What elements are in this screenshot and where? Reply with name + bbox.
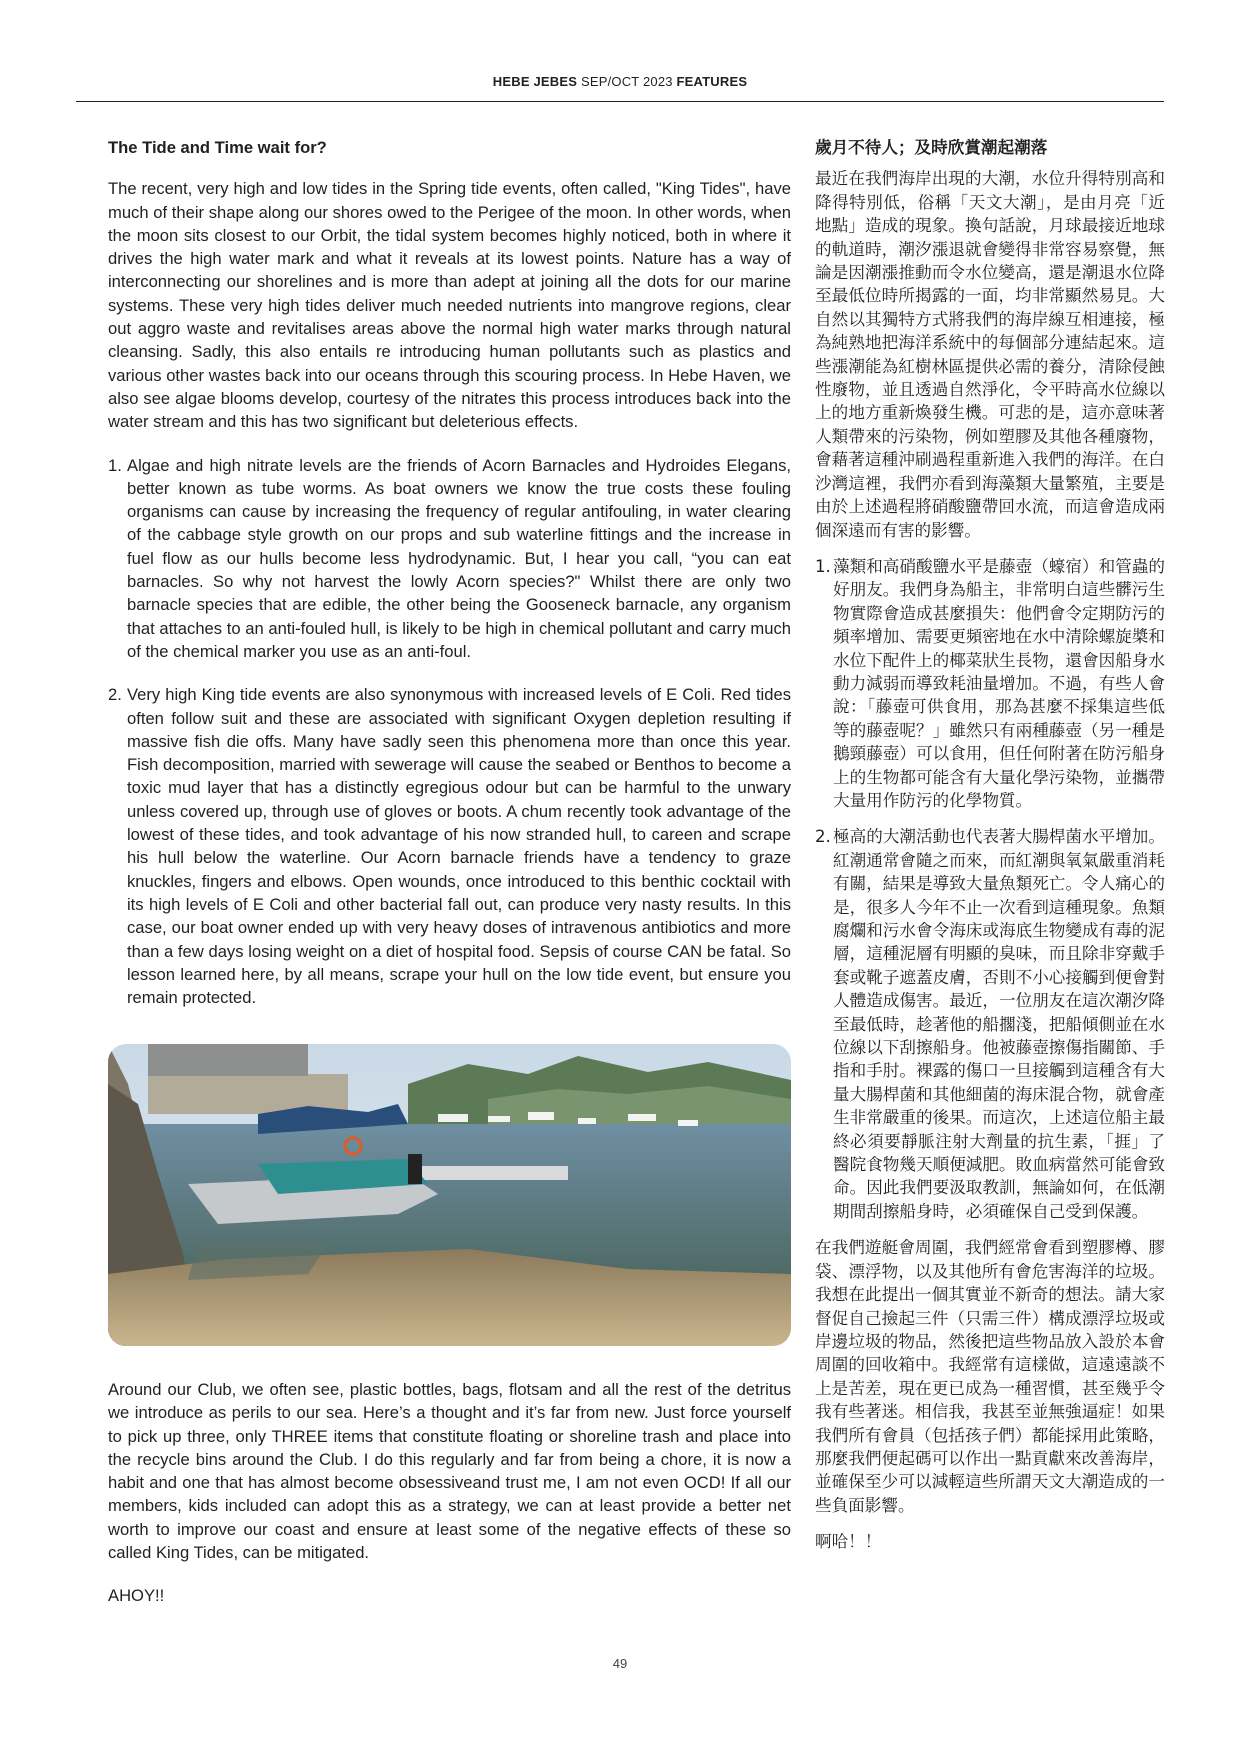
chinese-column — [815, 136, 1165, 1554]
article-title-en: The Tide and Time wait for? — [108, 138, 327, 157]
publication-name: HEBE JEBES — [492, 74, 578, 89]
numbered-list-en — [108, 454, 791, 1010]
english-column-continued — [108, 1378, 791, 1608]
intro-paragraph-zh: 最近在我們海岸出現的大潮，水位升得特別高和降得特別低，俗稱「天文大潮」，是由月亮「近地點」造成的現象。換句話說，月球最接近地球的軌道時，潮汐漲退就會變得非常容易察覺，無論是因潮漲推動而令水位變高，還是潮退水位降至最低位時所揭露的一面，均非常顯然易見。大自然以其獨特方式將我們的海岸線互相連接，極為純熟地把海洋系統中的每個部分連結起來。這些漲潮能為紅樹林區提供必需的養分，清除侵蝕性廢物，並且透過自然淨化，令平時高水位線以上的地方重新煥發生機。可悲的是，這亦意味著人類帶來的污染物，例如塑膠及其他各種廢物，會藉著這種沖刷過程重新進入我們的海洋。在白沙灣這裡，我們亦看到海藻類大量繁殖，主要是由於上述過程將硝酸鹽帶回水流，而這會造成兩個深遠而有害的影響。 — [815, 169, 1165, 540]
signoff-en: AHOY!! — [108, 1586, 165, 1606]
intro-paragraph-en: The recent, very high and low tides in the Spring tide events, often called, "King Tides", have much of their shape along our shores owed to the Perigee of the moon. In other words, when the moon sits closest to our Orbit, the tidal system becomes highly noticed, both in where it drives the high water mark and what it reveals at its lowest points. Nature has a way of interconnecting our shorelines and is more than adept at joining all the dots for our marine systems. These very high tides deliver much needed nutrients into mangrove regions, clear out aggro waste and revitalises areas above the normal high water marks through natural cleansing. Sadly, this also entails re introducing human pollutants such as plastics and various other wastes back into our oceans through this scouring process. In Hebe Haven, we also see algae blooms develop, courtesy of the nitrates this process introduces back into the water stream and this has two significant but deleterious effects. — [108, 179, 791, 432]
list-number: 2. — [815, 827, 831, 847]
list-number: 2. — [108, 685, 122, 705]
article-title-zh: 歲月不待人；及時欣賞潮起潮落 — [815, 138, 1048, 157]
list-text: 藻類和高硝酸鹽水平是藤壺（蠔宿）和管蟲的好朋友。我們身為船主，非常明白這些髒污生物實際會造成甚麼損失：他們會令定期防污的頻率增加、需要更頻密地在水中清除螺旋槳和水位下配件上的椰菜狀生長物，還會因船身水動力減弱而導致耗油量增加。不過，有些人會說：「藤壺可供食用，那為甚麼不採集這些低等的藤壺呢？」雖然只有兩種藤壺（另一種是鵝頸藤壺）可以食用，但任何附著在防污船身上的生物都可能含有大量化學污染物，並攜帶大量用作防污的化學物質。 — [833, 556, 1165, 810]
list-item — [108, 683, 791, 1009]
list-item — [108, 454, 791, 664]
page-header — [76, 74, 1164, 102]
list-text: 極高的大潮活動也代表著大腸桿菌水平增加。紅潮通常會隨之而來，而紅潮與氧氣嚴重消耗有關，結果是導致大量魚類死亡。令人痛心的是，很多人今年不止一次看到這種現象。魚類腐爛和污水會令海床或海底生物變成有毒的泥層，這種泥層有明顯的臭味，而且除非穿戴手套或靴子遮蓋皮膚，否則不小心接觸到便會對人體造成傷害。最近，一位朋友在這次潮汐降至最低時，趁著他的船擱淺，把船傾側並在水位線以下刮擦船身。他被藤壺擦傷指關節、手指和手肘。裸露的傷口一旦接觸到這種含有大量大腸桿菌和其他細菌的海床混合物，就會產生非常嚴重的後果。而這次，上述這位船主最終必須要靜脈注射大劑量的抗生素，「捱」了醫院食物幾天順便減肥。敗血病當然可能會致命。因此我們要汲取教訓，無論如何，在低潮期間刮擦船身時，必須確保自己受到保護。 — [833, 827, 1165, 1221]
list-number: 1. — [108, 455, 122, 475]
english-column — [108, 136, 791, 1029]
section-name: FEATURES — [676, 74, 748, 89]
list-item — [815, 825, 1165, 1223]
closing-paragraph-en: Around our Club, we often see, plastic bottles, bags, flotsam and all the rest of the detritus we introduce as perils to our sea. Here’s a thought and it’s far from new. Just force yourself to pick up three, only THREE items that constitute floating or shoreline trash and place into the recycle bins around the Club. I do this regularly and far from being a chore, it is now a habit and one that has almost become obsessiveand trust me, I am not even OCD! If all our members, kids included can adopt this as a strategy, we can at least provide a better net worth to improve our coast and ensure at least some of the negative effects of these so called King Tides, can be mitigated. — [108, 1380, 791, 1563]
list-text: Very high King tide events are also synonymous with increased levels of E Coli. Red tides often follow suit and these are associated with significant Oxygen depletion resulting if massive fish die offs. Many have sadly seen this phenomena more than once this year. Fish decomposition, married with sewerage will cause the seabed or Benthos to become a toxic mud layer that has a distinctly egregious odour but can be harmful to the unwary unless covered up, through use of gloves or boots. A chum recently took advantage of the lowest of these tides, and took advantage of his now stranded hull, to careen and scrape his hull below the waterline. Our Acorn barnacle friends have a tendency to graze knuckles, fingers and elbows. Open wounds, once introduced to this benthic cocktail with its high levels of E Coli and other bacterial fall out, can produce very nasty results. In this case, our boat owner ended up with very heavy doses of intravenous antibiotics and more than a few days losing weight on a diet of hospital food. Sepsis of course CAN be fatal. So lesson learned here, by all means, scrape your hull on the low tide event, but ensure you remain protected. — [127, 685, 791, 1008]
marina-photo-illustration — [108, 1044, 791, 1346]
closing-paragraph-zh: 在我們遊艇會周圍，我們經常會看到塑膠樽、膠袋、漂浮物，以及其他所有會危害海洋的垃圾。我想在此提出一個其實並不新奇的想法。請大家督促自己撿起三件（只需三件）構成漂浮垃圾或岸邊垃圾的物品，然後把這些物品放入設於本會周圍的回收箱中。我經常有這樣做，這遠遠談不上是苦差，現在更已成為一種習慣，甚至幾乎令我有些著迷。相信我，我甚至並無強逼症！如果我們所有會員（包括孩子們）都能採用此策略，那麼我們便起碼可以作出一點貢獻來改善海岸，並確保至少可以減輕這些所謂天文大潮造成的一些負面影響。 — [815, 1238, 1165, 1515]
page-number: 49 — [612, 1656, 628, 1671]
numbered-list-zh — [815, 555, 1165, 1223]
issue-date: SEP/OCT 2023 — [580, 74, 673, 89]
list-text: Algae and high nitrate levels are the friends of Acorn Barnacles and Hydroides Elegans, better known as tube worms. As boat owners we know the true costs these fouling organisms can cause by increasing the frequency of regular antifouling, in water clearing of the cabbage style growth on our props and sub waterline fittings and the increase in fuel flow as our hulls become less hydrodynamic. But, I hear you call, “you can eat barnacles. So why not harvest the lowly Acorn species?" Whilst there are only two barnacle species that are edible, the other being the Gooseneck barnacle, any organism that attaches to an anti-fouled hull, is likely to be high in chemical pollutant and carry much of the chemical marker you use as an anti-foul. — [127, 455, 791, 661]
list-item — [815, 555, 1165, 812]
marina-photo — [108, 1044, 791, 1346]
signoff-zh: 啊哈！！ — [815, 1532, 882, 1552]
list-number: 1. — [815, 556, 831, 576]
